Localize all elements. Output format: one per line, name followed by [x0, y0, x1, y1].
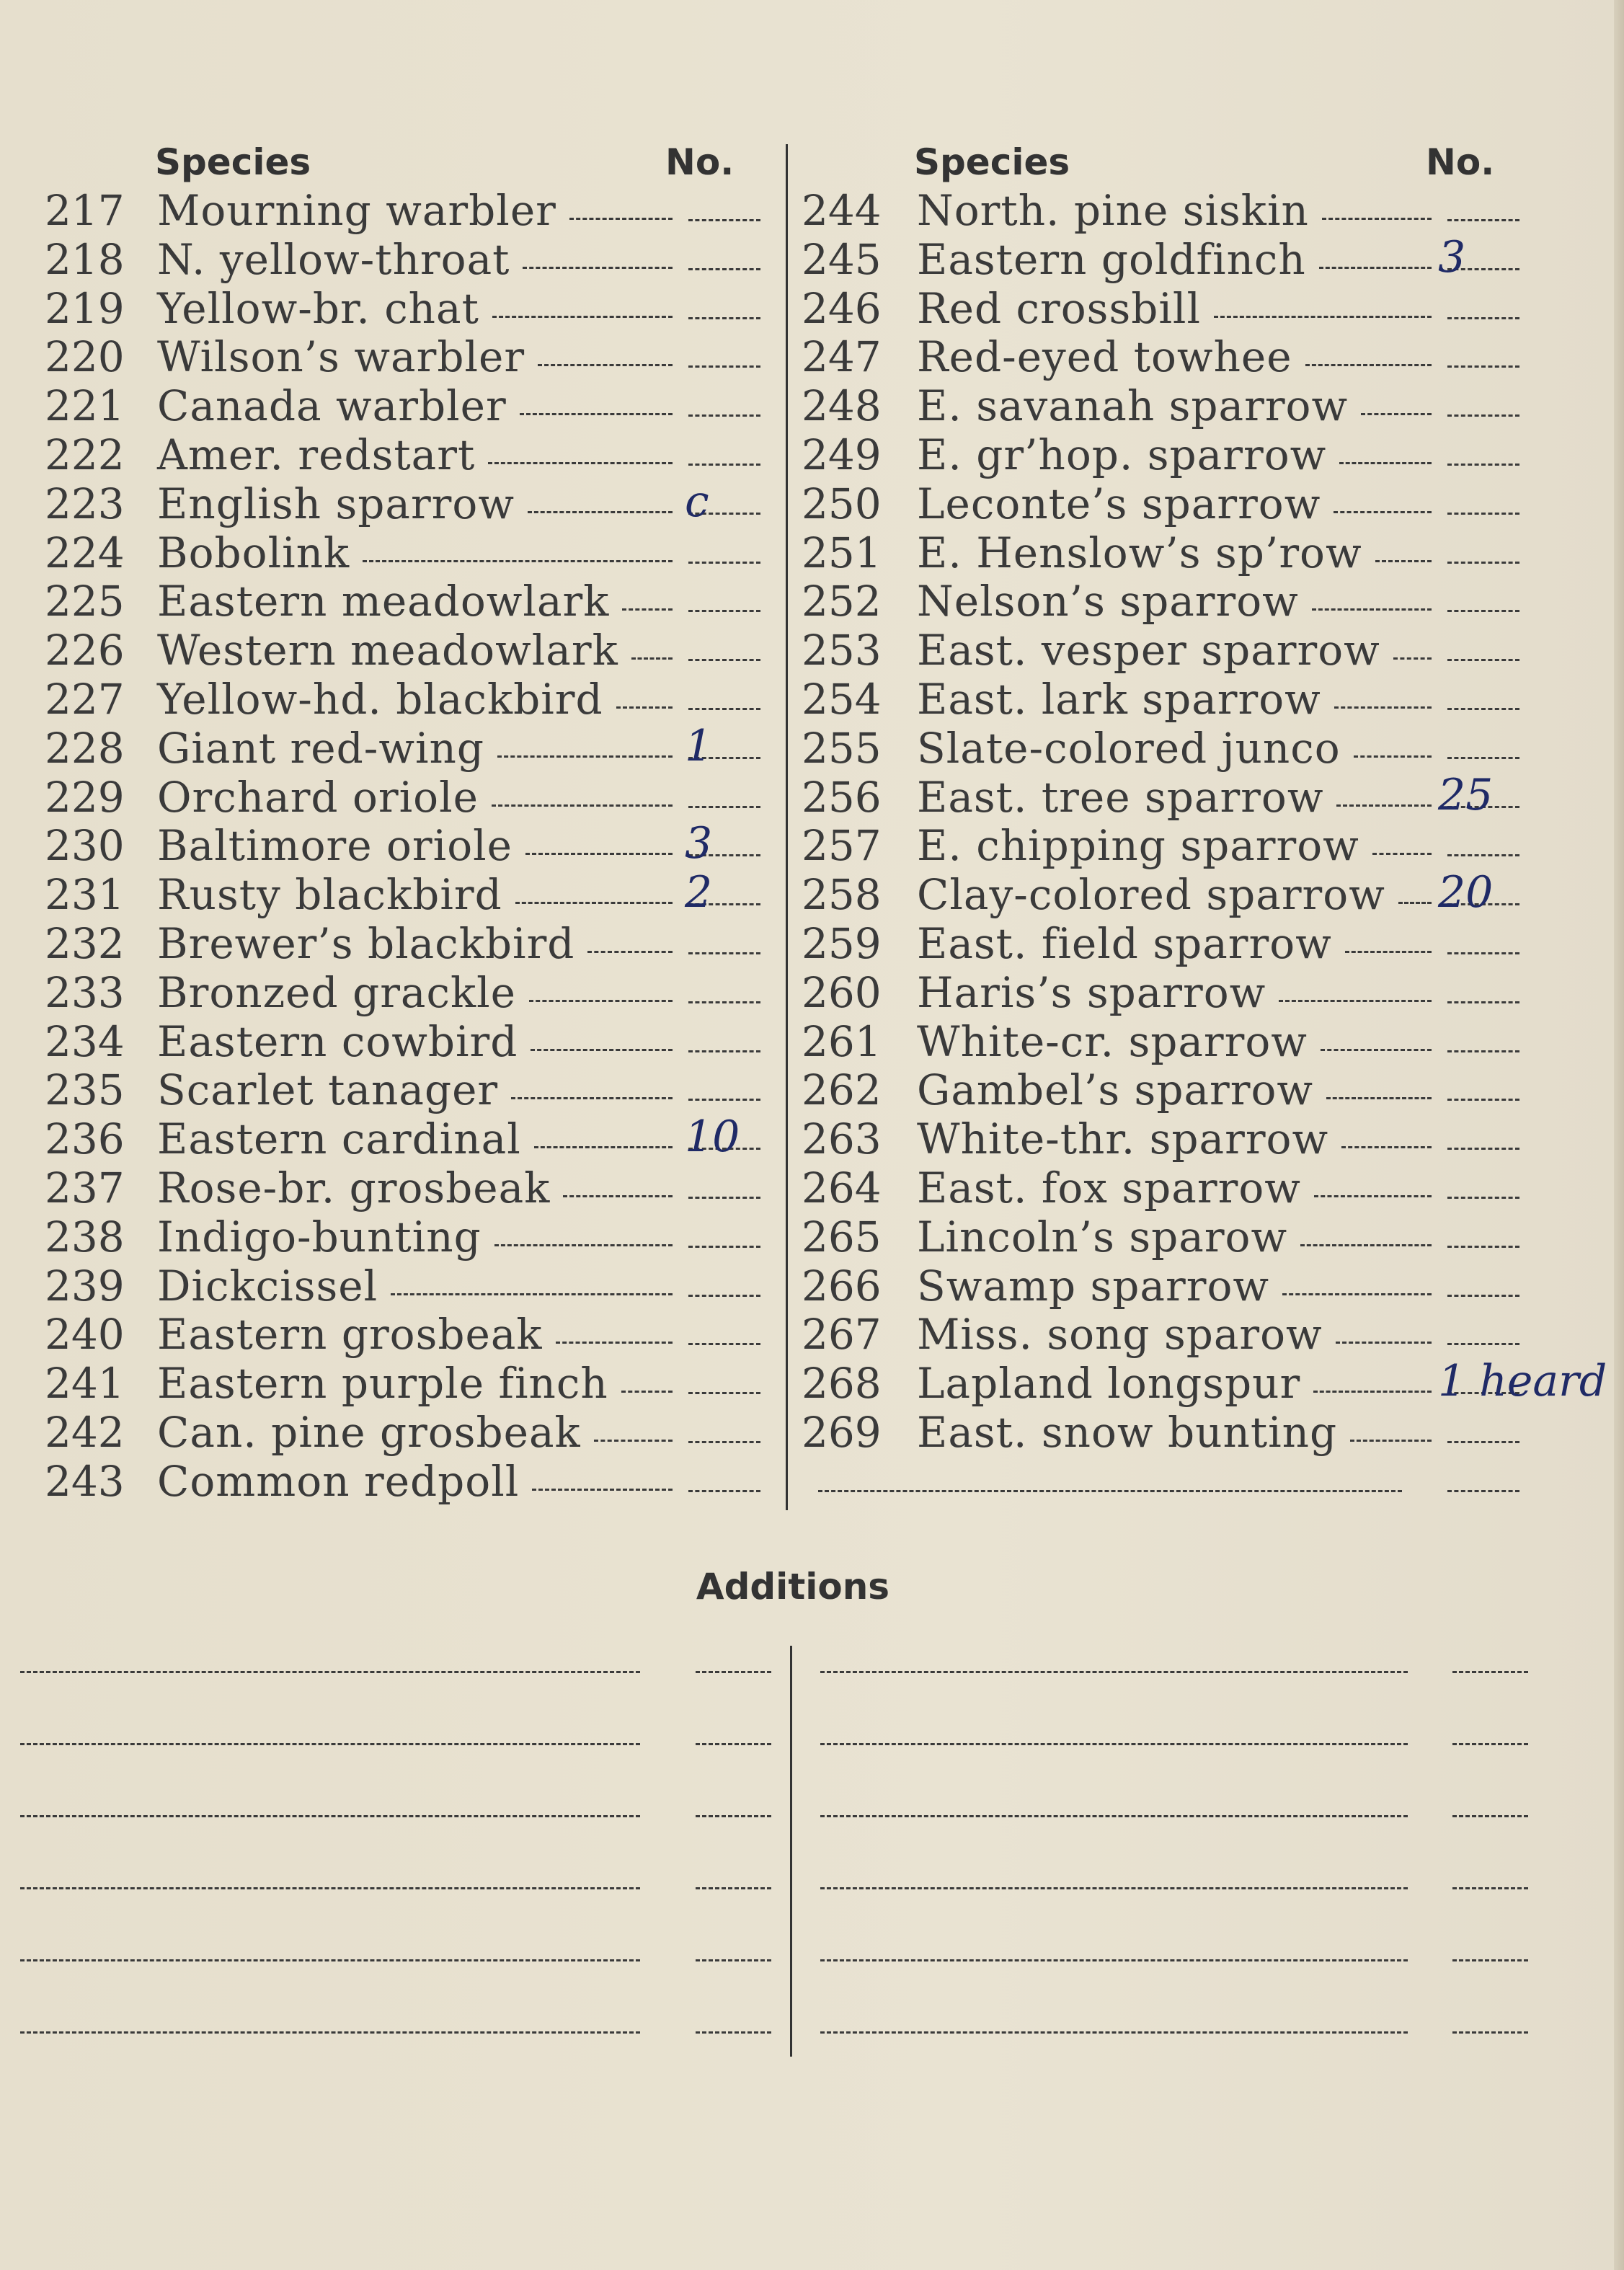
species-number: 232: [45, 919, 125, 968]
count-blank: [1447, 1001, 1519, 1003]
leader-dashes: [1326, 1097, 1432, 1099]
species-number: 231: [45, 870, 125, 920]
leader-dashes: [1313, 1391, 1432, 1393]
leader-dashes: [1314, 1195, 1432, 1197]
count-blank: [1447, 854, 1519, 856]
species-row: [0, 867, 1586, 920]
species-row: [0, 1262, 1586, 1311]
count-blank: [1447, 219, 1519, 221]
left-addition-count: [696, 2031, 771, 2034]
species-name: North. pine siskin: [917, 186, 1309, 235]
count-blank: [1447, 952, 1519, 954]
species-name: Brewer’s blackbird: [157, 919, 575, 968]
leader-dashes: [1312, 608, 1432, 611]
count-blank: [1447, 513, 1519, 515]
leader-dashes: [1375, 560, 1432, 562]
count-blank: [1447, 708, 1519, 710]
species-name: Scarlet tanager: [157, 1065, 499, 1115]
species-name: Indigo-bunting: [157, 1212, 482, 1262]
species-name: East. lark sparrow: [917, 675, 1321, 724]
species-name: Orchard oriole: [157, 772, 479, 822]
count-blank: [1447, 464, 1519, 466]
handwritten-count: 1: [685, 720, 713, 771]
species-name: Giant red-wing: [157, 723, 485, 773]
species-name: Slate-colored junco: [917, 723, 1341, 773]
count-blank: [1447, 1148, 1519, 1150]
species-row: [0, 577, 1586, 626]
species-number: 235: [45, 1065, 125, 1115]
species-name: Baltimore oriole: [157, 821, 513, 871]
count-blank: [1447, 1295, 1519, 1297]
species-number: 233: [45, 967, 125, 1017]
species-name: Yellow-hd. blackbird: [157, 675, 603, 724]
leader-dashes: [1339, 462, 1432, 464]
species-row: [0, 186, 1586, 235]
right-addition-line: [820, 1671, 1408, 1673]
species-row: [0, 479, 1586, 528]
count-blank: [688, 1490, 760, 1492]
species-number: 259: [802, 919, 882, 968]
species-name: Clay-colored sparrow: [917, 870, 1385, 920]
species-row: [0, 1065, 1586, 1114]
species-number: 250: [802, 479, 882, 528]
species-name: East. tree sparrow: [917, 772, 1324, 822]
species-number: 218: [45, 234, 125, 284]
species-name: Amer. redstart: [157, 430, 476, 479]
species-name: Nelson’s sparrow: [917, 577, 1299, 626]
right-species-header: Species: [914, 141, 1070, 183]
species-row: [0, 430, 1586, 479]
count-blank: [1447, 1197, 1519, 1199]
right-addition-count: [1452, 1815, 1528, 1817]
species-number: 254: [802, 675, 882, 724]
species-row: [0, 919, 1586, 968]
leader-dashes: [1354, 755, 1432, 758]
count-blank: [1447, 317, 1519, 319]
species-name: E. gr’hop. sparrow: [917, 430, 1327, 479]
right-addition-line: [820, 1815, 1408, 1817]
species-name: Eastern grosbeak: [157, 1310, 543, 1360]
species-number: 227: [45, 675, 125, 724]
species-name: Rose-br. grosbeak: [157, 1163, 551, 1212]
count-blank: [1447, 610, 1519, 612]
leader-dashes: [1282, 1293, 1432, 1295]
species-number: 249: [802, 430, 882, 479]
count-blank: [1447, 1050, 1519, 1052]
species-number: 240: [45, 1310, 125, 1360]
species-row: [0, 1356, 1607, 1409]
leader-dashes: [1279, 1000, 1432, 1002]
species-number: 262: [802, 1065, 882, 1115]
species-name: Leconte’s sparrow: [917, 479, 1321, 528]
species-name: Can. pine grosbeak: [157, 1408, 581, 1457]
species-name: Bobolink: [157, 528, 350, 577]
species-name: Bronzed grackle: [157, 967, 517, 1017]
left-addition-count: [696, 1671, 771, 1673]
species-number: 245: [802, 234, 882, 284]
species-number: 221: [45, 381, 125, 431]
count-blank: [1447, 1099, 1519, 1101]
species-name: Lincoln’s sparow: [917, 1212, 1288, 1262]
right-addition-line: [820, 1887, 1408, 1889]
species-number: 265: [802, 1212, 882, 1262]
blank-entry-line: [818, 1490, 1402, 1492]
species-row: [0, 675, 1586, 724]
species-name: Haris’s sparrow: [917, 967, 1266, 1017]
species-name: E. Henslow’s sp’row: [917, 528, 1362, 577]
handwritten-count: 10: [685, 1112, 740, 1163]
leader-dashes: [1372, 853, 1432, 855]
species-name: Eastern purple finch: [157, 1359, 608, 1409]
species-number: 217: [45, 186, 125, 235]
count-blank: [1447, 414, 1519, 417]
species-name: Red-eyed towhee: [917, 332, 1292, 382]
species-row: [0, 1212, 1586, 1262]
species-row: [0, 231, 1586, 284]
leader-dashes: [1334, 706, 1432, 709]
species-name: Red crossbill: [917, 283, 1201, 333]
species-number: 230: [45, 821, 125, 871]
species-number: 251: [802, 528, 882, 577]
left-addition-count: [696, 1743, 771, 1745]
right-addition-count: [1452, 1959, 1528, 1961]
species-name: Eastern meadowlark: [157, 577, 610, 626]
species-number: 225: [45, 577, 125, 626]
count-blank: [1447, 1246, 1519, 1248]
species-number: 266: [802, 1261, 882, 1311]
left-addition-count: [696, 1959, 771, 1961]
species-number: 258: [802, 870, 882, 920]
left-addition-line: [20, 1815, 640, 1817]
handwritten-count: 2: [685, 867, 713, 918]
species-name: Common redpoll: [157, 1456, 520, 1506]
species-number: 257: [802, 821, 882, 871]
species-number: 239: [45, 1261, 125, 1311]
left-addition-line: [20, 1743, 640, 1745]
count-blank: [1447, 1343, 1519, 1345]
species-name: English sparrow: [157, 479, 515, 528]
species-row: [0, 626, 1586, 675]
species-number: 256: [802, 772, 882, 822]
species-number: 252: [802, 577, 882, 626]
leader-dashes: [1300, 1244, 1432, 1246]
species-name: Miss. song sparow: [917, 1310, 1323, 1360]
species-row: [0, 1114, 1586, 1163]
species-row: [0, 1310, 1586, 1359]
species-number: 220: [45, 332, 125, 382]
leader-dashes: [1322, 218, 1432, 220]
leader-dashes: [1341, 1146, 1432, 1148]
leader-dashes: [1334, 511, 1432, 513]
count-blank: [1447, 1441, 1519, 1443]
species-name: Rusty blackbird: [157, 870, 502, 920]
species-number: 261: [802, 1016, 882, 1066]
species-row: [0, 284, 1586, 333]
species-name: East. snow bunting: [917, 1408, 1338, 1457]
species-name: Dickcissel: [157, 1261, 378, 1311]
species-number: 243: [45, 1456, 125, 1506]
count-blank: [1447, 757, 1519, 759]
species-number: 238: [45, 1212, 125, 1262]
handwritten-count: 3: [1438, 231, 1466, 283]
species-number: 253: [802, 626, 882, 675]
species-name: White-cr. sparrow: [917, 1016, 1308, 1066]
species-number: 267: [802, 1310, 882, 1360]
species-number: 241: [45, 1359, 125, 1409]
species-number: 246: [802, 283, 882, 333]
left-species-header: Species: [155, 141, 311, 183]
blank-count-line: [1447, 1490, 1519, 1492]
species-number: 226: [45, 626, 125, 675]
species-name: Yellow-br. chat: [157, 283, 479, 333]
right-addition-count: [1452, 1743, 1528, 1745]
left-addition-line: [20, 1671, 640, 1673]
species-number: 247: [802, 332, 882, 382]
species-row: [0, 332, 1586, 381]
left-addition-line: [20, 2031, 640, 2034]
species-name: Canada warbler: [157, 381, 507, 431]
species-name: East. fox sparrow: [917, 1163, 1301, 1212]
species-row: [0, 1017, 1586, 1066]
species-name: East. vesper sparrow: [917, 626, 1380, 675]
leader-dashes: [1319, 267, 1432, 269]
species-number: 224: [45, 528, 125, 577]
species-name: Mourning warbler: [157, 186, 556, 235]
leader-dashes: [1321, 1049, 1432, 1051]
right-no-header: No.: [1426, 141, 1495, 183]
page-edge: [1614, 0, 1624, 2270]
species-name: E. savanah sparrow: [917, 381, 1349, 431]
additions-divider: [790, 1646, 792, 2057]
species-number: 264: [802, 1163, 882, 1212]
species-name: Eastern cardinal: [157, 1114, 521, 1164]
species-number: 263: [802, 1114, 882, 1164]
species-name: East. field sparrow: [917, 919, 1332, 968]
species-name: N. yellow-throat: [157, 234, 510, 284]
species-row: [0, 1457, 1586, 1506]
handwritten-count: 1 heard: [1438, 1356, 1607, 1407]
species-number: 244: [802, 186, 882, 235]
species-number: 223: [45, 479, 125, 528]
left-addition-line: [20, 1959, 640, 1961]
species-number: 268: [802, 1359, 882, 1409]
additions-title: Additions: [696, 1566, 890, 1608]
species-number: 237: [45, 1163, 125, 1212]
left-no-header: No.: [665, 141, 735, 183]
species-row: [0, 821, 1586, 870]
species-name: Wilson’s warbler: [157, 332, 525, 382]
count-blank: [1447, 562, 1519, 564]
species-name: Lapland longspur: [917, 1359, 1301, 1409]
species-number: 222: [45, 430, 125, 479]
handwritten-count: 25: [1438, 769, 1494, 820]
leader-dashes: [1305, 364, 1432, 366]
leader-dashes: [1398, 902, 1432, 904]
species-name: Western meadowlark: [157, 626, 618, 675]
leader-dashes: [1393, 657, 1432, 660]
count-blank: [1447, 365, 1519, 368]
species-row: [0, 968, 1586, 1017]
right-addition-count: [1452, 1671, 1528, 1673]
handwritten-count: 3: [685, 818, 713, 869]
right-addition-count: [1452, 1887, 1528, 1889]
species-number: 260: [802, 967, 882, 1017]
left-addition-count: [696, 1887, 771, 1889]
species-name: Eastern cowbird: [157, 1016, 518, 1066]
species-row: [0, 1163, 1586, 1212]
species-name: White-thr. sparrow: [917, 1114, 1329, 1164]
leader-dashes: [1336, 1342, 1432, 1344]
right-addition-count: [1452, 2031, 1528, 2034]
leader-dashes: [1345, 951, 1432, 953]
leader-dashes: [1361, 413, 1432, 415]
leader-dashes: [1350, 1440, 1432, 1442]
leader-dashes: [1336, 804, 1432, 807]
species-row: [0, 1408, 1586, 1457]
species-row: [0, 769, 1586, 822]
handwritten-count: 20: [1438, 867, 1494, 918]
species-row: [0, 528, 1586, 577]
count-blank: [1447, 659, 1519, 661]
species-number: 236: [45, 1114, 125, 1164]
species-name: Eastern goldfinch: [917, 234, 1306, 284]
species-number: 229: [45, 772, 125, 822]
leader-dashes: [532, 1489, 673, 1491]
species-number: 228: [45, 723, 125, 773]
right-addition-line: [820, 1743, 1408, 1745]
species-number: 219: [45, 283, 125, 333]
species-name: E. chipping sparrow: [917, 821, 1359, 871]
species-row: [0, 381, 1586, 430]
species-row: [0, 724, 1586, 773]
species-number: 248: [802, 381, 882, 431]
left-addition-count: [696, 1815, 771, 1817]
right-addition-line: [820, 1959, 1408, 1961]
species-number: 234: [45, 1016, 125, 1066]
species-name: Swamp sparrow: [917, 1261, 1270, 1311]
species-number: 255: [802, 723, 882, 773]
handwritten-count: c: [685, 476, 709, 527]
right-addition-line: [820, 2031, 1408, 2034]
species-number: 269: [802, 1408, 882, 1457]
left-addition-line: [20, 1887, 640, 1889]
leader-dashes: [1214, 316, 1432, 318]
species-number: 242: [45, 1408, 125, 1457]
species-name: Gambel’s sparrow: [917, 1065, 1314, 1115]
